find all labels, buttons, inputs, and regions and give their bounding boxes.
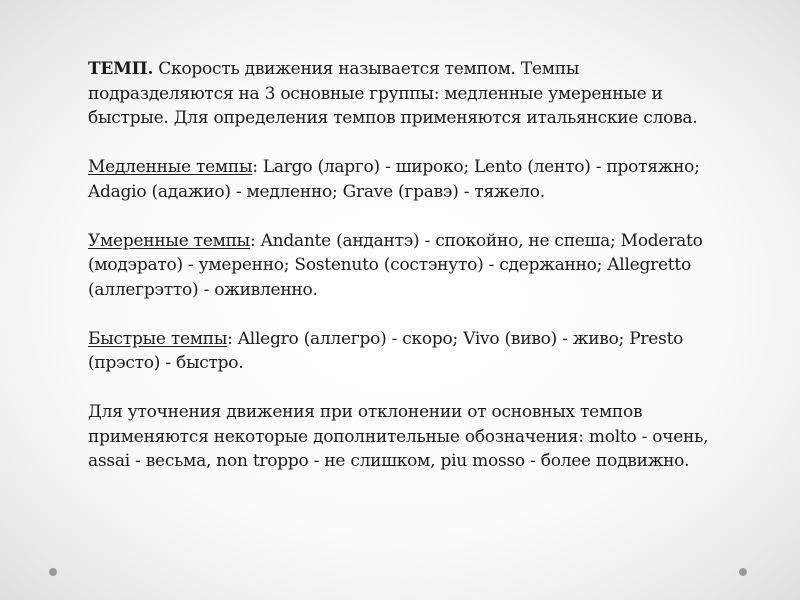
slide-text-body bbox=[88, 57, 728, 498]
fast-tempos-heading: Быстрые темпы bbox=[88, 328, 228, 349]
slow-tempos-text: : Largo (ларго) - широко; Lento (ленто) - протяжно; Adagio (адажио) - медленно; Grave (гравэ) - тяжело. bbox=[88, 157, 700, 202]
intro-text: Скорость движения называется темпом. Темпы подразделяются на 3 основные группы: медленные умеренные и быстрые. Для определения темпов применяются итальянские слова. bbox=[88, 59, 698, 128]
moderate-tempos-paragraph bbox=[88, 229, 728, 303]
closing-text: Для уточнения движения при отклонении от основных темпов применяются некоторые дополнительные обозначения: molto - очень, assai - весьма, non troppo - не слишком, piu mosso - более подвижно. bbox=[88, 402, 709, 471]
moderate-tempos-text: : Andante (андантэ) - спокойно, не спеша; Moderato (модэрато) - умеренно; Sostenuto (состэнуто) - сдержанно; Allegretto (аллегрэтто) - оживленно. bbox=[88, 230, 703, 300]
slow-tempos-heading: Медленные темпы bbox=[88, 157, 253, 177]
tempo-term: ТЕМП. bbox=[88, 59, 154, 79]
slow-tempos-paragraph bbox=[88, 155, 728, 204]
closing-paragraph bbox=[88, 400, 728, 474]
fast-tempos-text: : Allegro (аллегро) - скоро; Vivo (виво) - живо; Presto (прэсто) - быстро. bbox=[88, 328, 684, 373]
right-corner-dot bbox=[739, 568, 747, 576]
intro-paragraph bbox=[88, 57, 728, 131]
moderate-tempos-heading: Умеренные темпы bbox=[88, 230, 250, 251]
fast-tempos-paragraph bbox=[88, 327, 728, 376]
left-corner-dot bbox=[49, 568, 57, 576]
